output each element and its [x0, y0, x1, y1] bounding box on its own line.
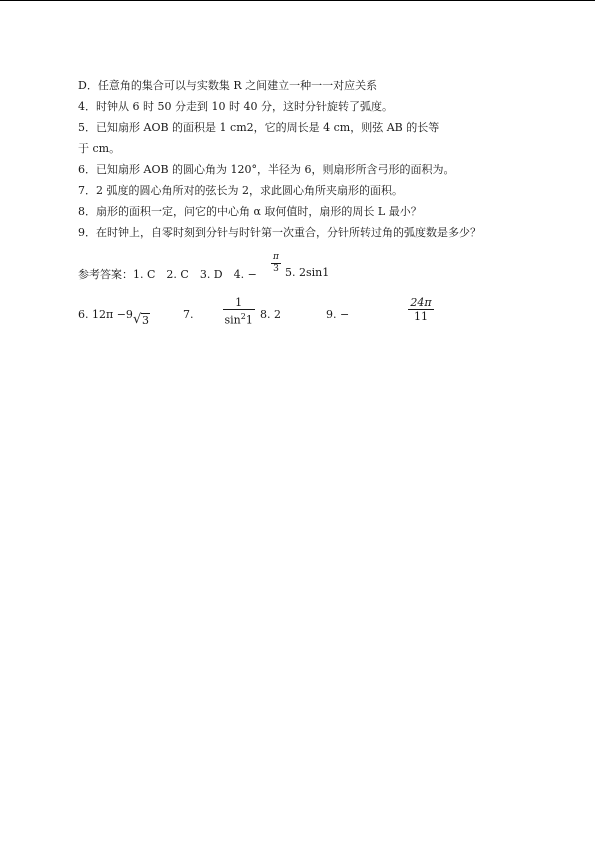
question-6: 6．已知扇形 AOB 的圆心角为 120°，半径为 6，则扇形所含弓形的面积为。 — [78, 163, 455, 176]
answer-7-numerator: 1 — [235, 296, 243, 309]
question-5-continued: 于 cm。 — [78, 142, 121, 155]
answer-8: 8. 2 — [260, 308, 281, 321]
answer-7-label: 7. — [183, 308, 194, 321]
answer-4-denominator: 3 — [271, 263, 281, 275]
answer-7-denominator — [223, 309, 255, 327]
question-8: 8．扇形的面积一定，问它的中心角 α 取何值时，扇形的周长 L 最小？ — [78, 205, 422, 218]
answer-9-denominator: 11 — [408, 309, 433, 323]
answer-6-sqrt — [133, 314, 150, 327]
answer-4-fraction — [271, 252, 281, 275]
document-page — [78, 75, 518, 336]
answer-6: 6. 12π −9 — [78, 308, 133, 321]
answer-4-numerator: π — [273, 252, 279, 262]
answer-9-numerator: 24π — [410, 295, 432, 309]
question-4: 4．时钟从 6 时 50 分走到 10 时 40 分，这时分针旋转了弧度。 — [78, 100, 393, 113]
question-7: 7．2 弧度的圆心角所对的弦长为 2，求此圆心角所夹扇形的面积。 — [78, 184, 403, 197]
radical-icon: √ — [133, 312, 142, 328]
answer-9-label: 9. − — [326, 308, 350, 321]
header-rule — [0, 0, 595, 1]
answer-7-arg: 1 — [245, 313, 253, 327]
answer-6-radicand: 3 — [142, 314, 149, 328]
option-d-line: D．任意角的集合可以与实数集 R 之间建立一种一一对应关系 — [78, 79, 378, 92]
answer-1-to-4: 参考答案：1. C 2. C 3. D 4. − — [78, 268, 257, 281]
answer-row-2 — [78, 294, 518, 336]
answer-7-sin: sin — [224, 313, 241, 327]
answer-row-1 — [78, 252, 518, 294]
answer-7-exponent: 2 — [240, 312, 246, 321]
answer-5: 5. 2sin1 — [285, 266, 330, 279]
answer-9-fraction — [408, 296, 433, 323]
answer-key — [78, 252, 518, 336]
answer-7-fraction — [223, 296, 255, 327]
question-9: 9．在时钟上，自零时刻到分针与时针第一次重合，分针所转过角的弧度数是多少？ — [78, 226, 481, 239]
question-5: 5．已知扇形 AOB 的面积是 1 cm2，它的周长是 4 cm，则弦 AB 的长等 — [78, 121, 440, 134]
